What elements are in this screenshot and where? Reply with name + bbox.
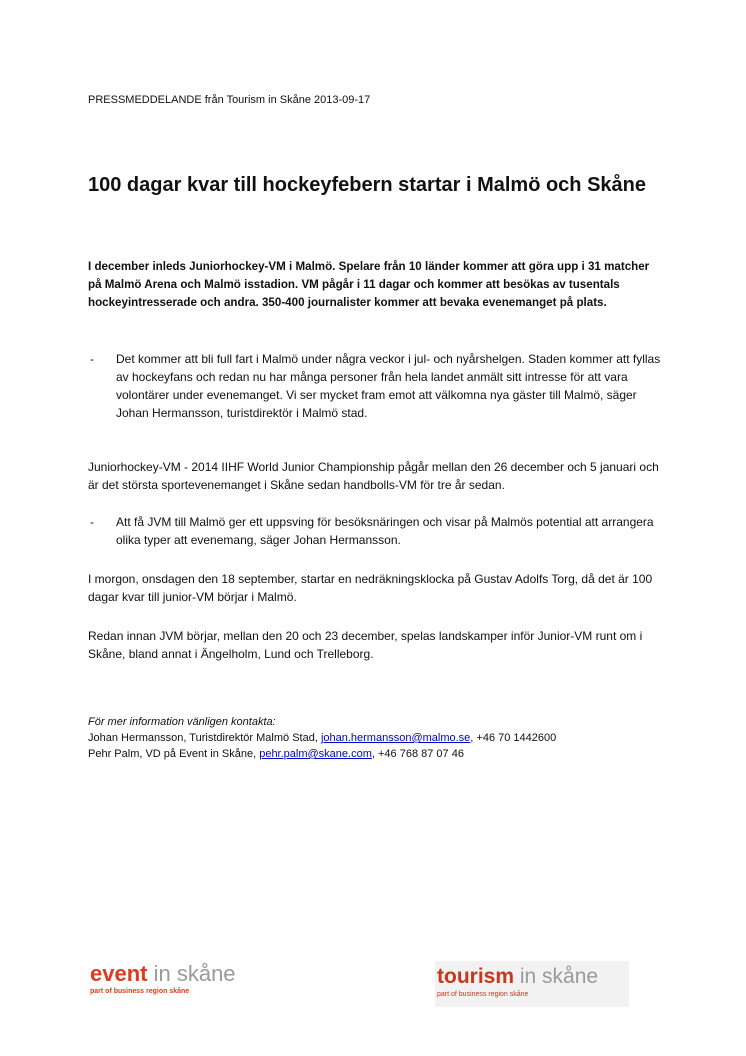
contact-1-phone: , +46 70 1442600 bbox=[470, 732, 557, 744]
event-logo-bold: event bbox=[90, 961, 148, 986]
bullet-dash: - bbox=[90, 515, 94, 529]
paragraph-countdown: I morgon, onsdagen den 18 september, startar en nedräkningsklocka på Gustav Adolfs Torg, då det är 100 dagar kvar till junior-VM börjar i Malmö. bbox=[88, 572, 653, 604]
quote-bullet-2 bbox=[88, 513, 663, 549]
contact-intro: För mer information vänligen kontakta: bbox=[88, 716, 276, 728]
quote-text-1: Det kommer att bli full fart i Malmö under några veckor i jul- och nyårshelgen. Staden kommer att fyllas av hockeyfans och redan nu har många personer från hela landet anmält sitt intresse för att vara volontärer under evenemanget. Vi ser mycket fram emot att välkomna nya gäster till Malmö, säger Johan Hermansson, turistdirektör i Malmö stad. bbox=[116, 352, 661, 420]
tourism-logo-tagline: part of business region skåne bbox=[437, 991, 529, 998]
email-link-pehr[interactable]: pehr.palm@skane.com bbox=[259, 748, 372, 760]
contact-1-name: Johan Hermansson, Turistdirektör Malmö Stad, bbox=[88, 732, 321, 744]
quote-text-2: Att få JVM till Malmö ger ett uppsving för besöksnäringen och visar på Malmös potential att arrangera olika typer att evenemang, säger Johan Hermansson. bbox=[116, 515, 654, 547]
contact-2-name: Pehr Palm, VD på Event in Skåne, bbox=[88, 748, 260, 760]
event-logo-tagline: part of business region skåne bbox=[90, 988, 190, 995]
tourism-logo-bold: tourism bbox=[437, 965, 515, 988]
bullet-dash: - bbox=[90, 352, 94, 366]
paragraph-championship: Juniorhockey-VM - 2014 IIHF World Junior Championship pågår mellan den 26 december och 5 januari och är det största sportevenemanget i Skåne sedan handbolls-VM för tre år sedan. bbox=[88, 460, 659, 492]
tourism-in-skane-logo bbox=[437, 965, 598, 998]
tourism-logo-light: in skåne bbox=[514, 965, 599, 988]
lead-paragraph: I december inleds Juniorhockey-VM i Malmö. Spelare från 10 länder kommer att göra upp i 31 matcher på Malmö Arena och Malmö isstadion. VM pågår i 11 dagar och kommer att besökas av tusentals hockeyintresserade och andra. 350-400 journalister kommer att bevaka evenemanget på plats. bbox=[88, 260, 650, 309]
contact-line-2 bbox=[88, 746, 668, 762]
contact-line-1 bbox=[88, 730, 668, 746]
paragraph-matches: Redan innan JVM börjar, mellan den 20 och 23 december, spelas landskamper inför Junior-VM runt om i Skåne, bland annat i Ängelholm, Lund och Trelleborg. bbox=[88, 629, 643, 661]
page-title: 100 dagar kvar till hockeyfebern startar i Malmö och Skåne bbox=[88, 174, 647, 196]
press-release-header: PRESSMEDDELANDE från Tourism in Skåne 2013-09-17 bbox=[88, 94, 371, 106]
email-link-johan[interactable]: johan.hermansson@malmo.se bbox=[320, 732, 471, 744]
contact-block bbox=[88, 714, 668, 762]
event-in-skane-logo bbox=[90, 962, 236, 995]
contact-2-phone: , +46 768 87 07 46 bbox=[371, 748, 464, 760]
event-logo-light: in skåne bbox=[147, 961, 236, 986]
quote-bullet-1 bbox=[88, 350, 663, 422]
